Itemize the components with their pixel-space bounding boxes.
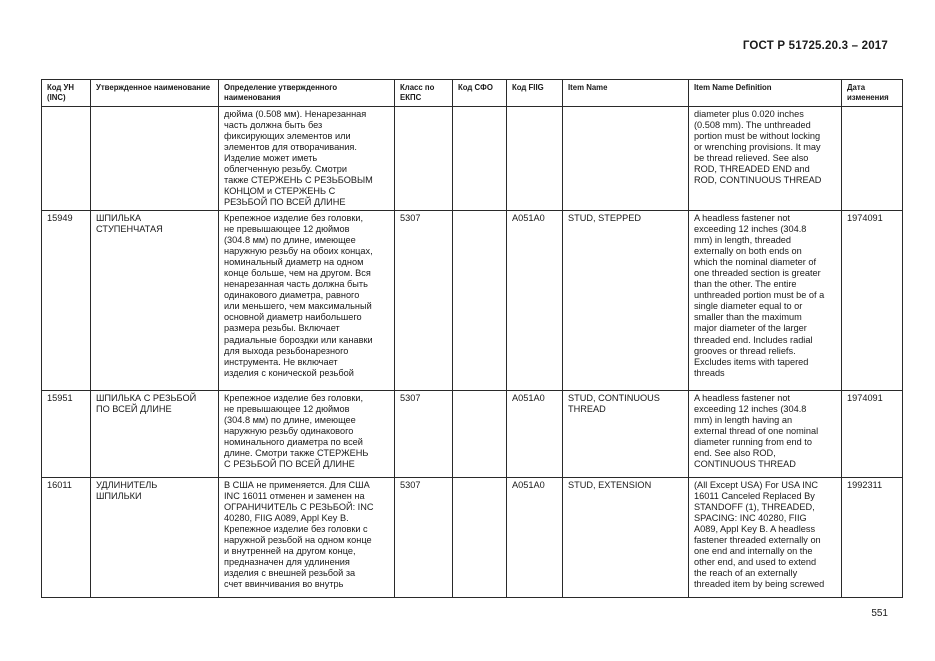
document-header: ГОСТ Р 51725.20.3 – 2017 — [742, 40, 888, 52]
cell-item-name: STUD, CONTINUOUS THREAD — [563, 391, 689, 478]
table-row — [42, 107, 903, 211]
cell-inc — [42, 107, 91, 211]
cell-date: 1974091 — [842, 391, 903, 478]
cell-date — [842, 107, 903, 211]
cell-definition-en: A headless fastener not exceeding 12 inches (304.8 mm) in length having an external thread of one nominal diameter running from end to end. See also ROD, CONTINUOUS THREAD — [689, 391, 842, 478]
table-row — [42, 478, 903, 598]
cell-definition-en: diameter plus 0.020 inches (0.508 mm). The unthreaded portion must be without locking or wrenching provisions. It may be thread relieved. See also ROD, THREADED END and ROD, CONTINUOUS THREAD — [689, 107, 842, 211]
cell-date: 1974091 — [842, 211, 903, 391]
cell-class: 5307 — [395, 391, 453, 478]
cell-definition-ru: Крепежное изделие без головки, не превышающее 12 дюймов (304.8 мм) по длине, имеющее наружную резьбу одинакового номинального диаметра по всей длине. Смотри также СТЕРЖЕНЬ С РЕЗЬБОЙ ПО ВСЕЙ ДЛИНЕ — [219, 391, 395, 478]
col-header-definition-en: Item Name Definition — [689, 80, 842, 107]
cell-fiig: A051A0 — [507, 211, 563, 391]
col-header-class: Класс по ЕКПС — [395, 80, 453, 107]
cell-class: 5307 — [395, 211, 453, 391]
col-header-item-name: Item Name — [563, 80, 689, 107]
cell-class: 5307 — [395, 478, 453, 598]
table-row — [42, 391, 903, 478]
cell-fiig: A051A0 — [507, 391, 563, 478]
cell-inc: 16011 — [42, 478, 91, 598]
cell-class — [395, 107, 453, 211]
cell-approved-name — [91, 107, 219, 211]
cell-item-name — [563, 107, 689, 211]
col-header-inc: Код УН (INC) — [42, 80, 91, 107]
cell-sfo — [453, 211, 507, 391]
cell-sfo — [453, 478, 507, 598]
cell-approved-name: УДЛИНИТЕЛЬ ШПИЛЬКИ — [91, 478, 219, 598]
page-number: 551 — [871, 608, 888, 619]
cell-sfo — [453, 391, 507, 478]
cell-inc: 15949 — [42, 211, 91, 391]
col-header-approved-name: Утвержденное наименование — [91, 80, 219, 107]
col-header-fiig: Код FIIG — [507, 80, 563, 107]
col-header-definition-ru: Определение утвержденного наименования — [219, 80, 395, 107]
cell-date: 1992311 — [842, 478, 903, 598]
col-header-date: Дата изменения — [842, 80, 903, 107]
table-header-row — [42, 80, 903, 107]
cell-definition-ru: Крепежное изделие без головки, не превышающее 12 дюймов (304.8 мм) по длине, имеющее наружную резьбу на обоих концах, номинальный диаметр на одном конце больше, чем на другом. Вся ненарезанная часть должна быть одинакового диаметра, равного или меньшего, чем максимальный основной диаметр наибольшего размера резьбы. Включает радиальные бороздки или канавки для выхода резьбонарезного инструмента. Не включает изделия с конической резьбой — [219, 211, 395, 391]
item-name-table — [41, 79, 903, 598]
cell-inc: 15951 — [42, 391, 91, 478]
cell-sfo — [453, 107, 507, 211]
col-header-sfo: Код СФО — [453, 80, 507, 107]
cell-definition-en: A headless fastener not exceeding 12 inches (304.8 mm) in length, threaded externally on both ends on which the nominal diameter of one threaded section is greater than the other. The entire unthreaded portion must be of a single diameter equal to or smaller than the maximum major diameter of the larger threaded end. Includes radial grooves or thread reliefs. Excludes items with tapered threads — [689, 211, 842, 391]
cell-approved-name: ШПИЛЬКА С РЕЗЬБОЙ ПО ВСЕЙ ДЛИНЕ — [91, 391, 219, 478]
cell-approved-name: ШПИЛЬКА СТУПЕНЧАТАЯ — [91, 211, 219, 391]
cell-definition-ru: В США не применяется. Для США INC 16011 отменен и заменен на ОГРАНИЧИТЕЛЬ С РЕЗЬБОЙ: INC 40280, FIIG A089, Appl Key B. Крепежное изделие без головки с наружной резьбой на одном конце и внутренней на другом конце, предназначен для удлинения изделия с внешней резьбой за счет ввинчивания во внутрь — [219, 478, 395, 598]
cell-definition-ru: дюйма (0.508 мм). Ненарезанная часть должна быть без фиксирующих элементов или элементов для отворачивания. Изделие может иметь облегченную резьбу. Смотри также СТЕРЖЕНЬ С РЕЗЬБОВЫМ КОНЦОМ и СТЕРЖЕНЬ С РЕЗЬБОЙ ПО ВСЕЙ ДЛИНЕ — [219, 107, 395, 211]
cell-fiig: A051A0 — [507, 478, 563, 598]
cell-fiig — [507, 107, 563, 211]
cell-definition-en: (All Except USA) For USA INC 16011 Canceled Replaced By STANDOFF (1), THREADED, SPACING: INC 40280, FIIG A089, Appl Key B. A headless fastener threaded externally on one end and internally on the other end, and used to extend the reach of an externally threaded item by being screwed — [689, 478, 842, 598]
cell-item-name: STUD, STEPPED — [563, 211, 689, 391]
cell-item-name: STUD, EXTENSION — [563, 478, 689, 598]
table-row — [42, 211, 903, 391]
